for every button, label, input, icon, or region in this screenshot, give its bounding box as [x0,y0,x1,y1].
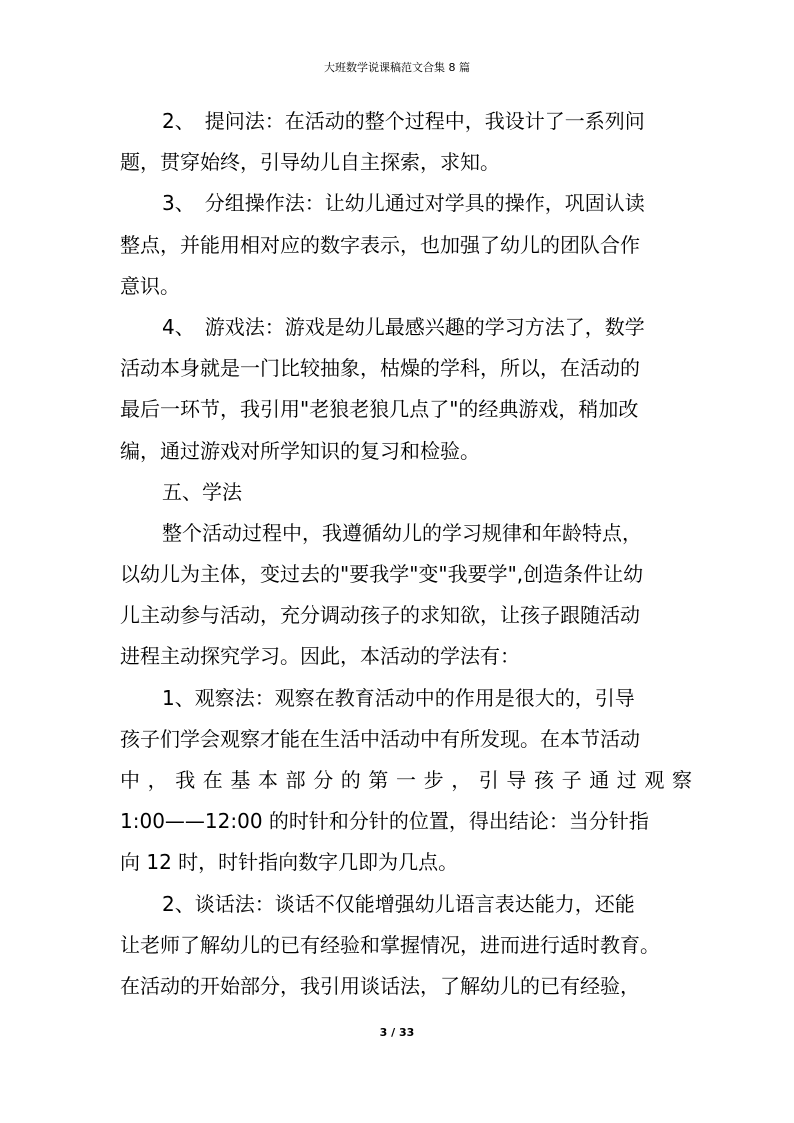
paragraph-line: 1:00——12:00 的时针和分针的位置，得出结论：当分针指 [120,809,649,834]
paragraph-line: 儿主动参与活动，充分调动孩子的求知欲，让孩子跟随活动 [120,603,640,628]
paragraph-line: 编，通过游戏对所学知识的复习和检验。 [120,438,480,463]
paragraph-line: 整个活动过程中，我遵循幼儿的学习规律和年龄特点， [162,520,642,545]
paragraph-line: 4、 游戏法：游戏是幼儿最感兴趣的学习方法了，数学 [162,314,645,339]
paragraph-line: 意识。 [120,273,180,298]
paragraph-line: 中，我在基本部分的第一步，引导孩子通过观察 [120,768,692,792]
paragraph-line: 整点，并能用相对应的数字表示，也加强了幼儿的团队合作 [120,232,640,257]
paragraph-line: 3、 分组操作法：让幼儿通过对学具的操作，巩固认读 [162,191,645,216]
page-header: 大班数学说课稿范文合集 8 篇 [324,61,470,74]
paragraph-line: 2、 提问法：在活动的整个过程中，我设计了一系列问 [162,109,645,133]
paragraph-line: 题，贯穿始终，引导幼儿自主探索，求知。 [120,150,500,175]
paragraph-line: 最后一环节，我引用"老狼老狼几点了"的经典游戏，稍加改 [120,397,639,422]
paragraph-line: 2、谈话法：谈话不仅能增强幼儿语言表达能力，还能 [162,891,635,916]
paragraph-line: 在活动的开始部分，我引用谈话法，了解幼儿的已有经验， [120,973,640,998]
paragraph-line: 以幼儿为主体，变过去的"要我学"变"我要学",创造条件让幼 [120,562,644,587]
document-body [120,101,692,1007]
paragraph-line: 向 12 时，时针指向数字几即为几点。 [120,850,459,875]
paragraph-line: 进程主动探究学习。因此，本活动的学法有： [120,644,520,669]
paragraph-line: 孩子们学会观察才能在生活中活动中有所发现。在本节活动 [120,726,640,751]
paragraph-line: 活动本身就是一门比较抽象，枯燥的学科，所以，在活动的 [120,356,640,381]
paragraph-line: 让老师了解幼儿的已有经验和掌握情况，进而进行适时教育。 [120,932,660,957]
page-number: 3 / 33 [379,1026,415,1039]
section-heading: 五、学法 [162,479,242,504]
paragraph-line: 1、观察法：观察在教育活动中的作用是很大的，引导 [162,685,635,710]
